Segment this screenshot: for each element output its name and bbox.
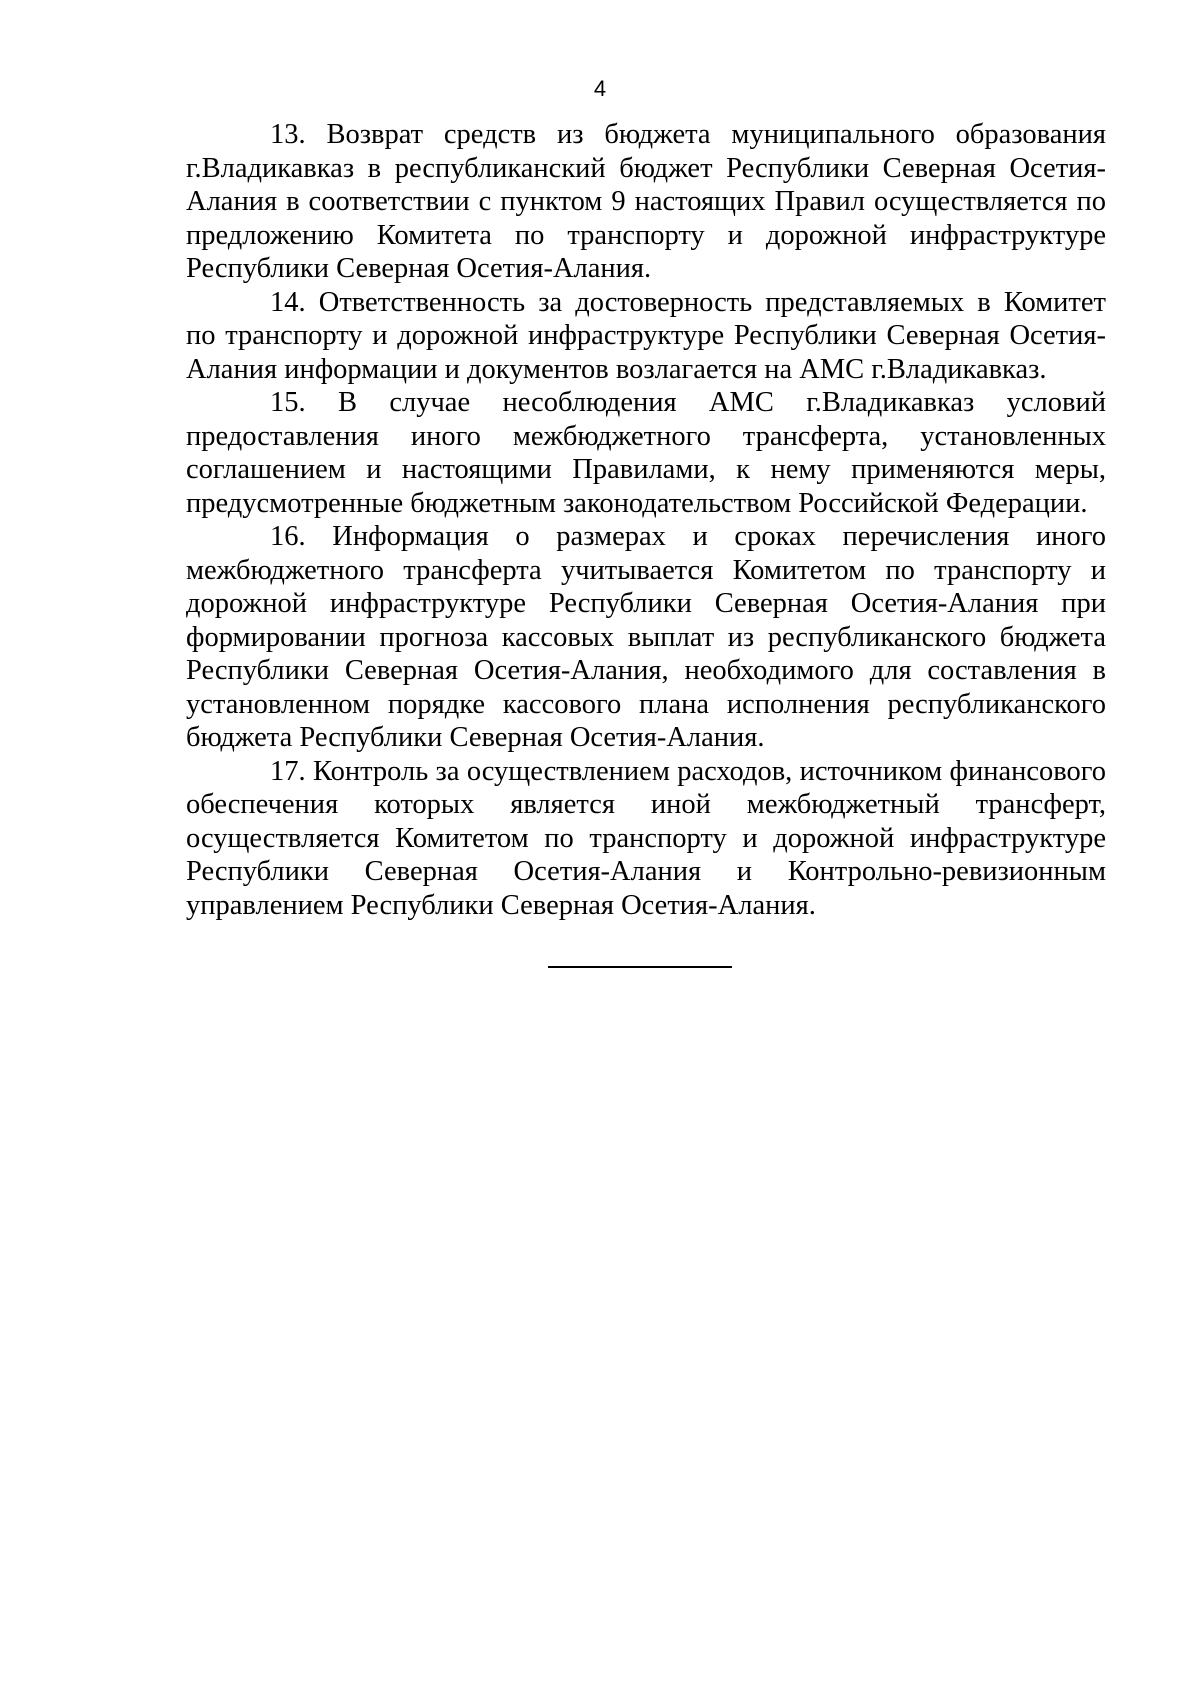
paragraph-17: 17. Контроль за осуществлением расходов, источником финансового обеспечения которых является иной межбюджетный трансферт, осуществляется Комитетом по транспорту и дорожной инфраструктуре Республики Северная Осетия-Алания и Контрольно-ревизионным управлением Республики Северная Осетия-Алания.	[186, 755, 1106, 921]
paragraph-15: 15. В случае несоблюдения АМС г.Владикавказ условий предоставления иного межбюджетного трансферта, установленных соглашением и настоящими Правилами, к нему применяются меры, предусмотренные бюджетным законодательством Российской Федерации.	[186, 387, 1106, 519]
document-body	[186, 118, 1106, 922]
page-number: 4	[593, 76, 607, 101]
paragraph-16: 16. Информация о размерах и сроках перечисления иного межбюджетного трансферта учитывается Комитетом по транспорту и дорожной инфраструктуре Республики Северная Осетия-Алания при формировании прогноза кассовых выплат из республиканского бюджета Республики Северная Осетия-Алания, необходимого для составления в установленном порядке кассового плана исполнения республиканского бюджета Республики Северная Осетия-Алания.	[186, 521, 1106, 753]
paragraph-13: 13. Возврат средств из бюджета муниципального образования г.Владикавказ в республиканский бюджет Республики Северная Осетия-Алания в соответствии с пунктом 9 настоящих Правил осуществляется по предложению Комитета по транспорту и дорожной инфраструктуре Республики Северная Осетия-Алания.	[186, 119, 1106, 284]
paragraph-14: 14. Ответственность за достоверность представляемых в Комитет по транспорту и дорожной инфраструктуре Республики Северная Осетия-Алания информации и документов возлагается на АМС г.Владикавказ.	[186, 286, 1106, 385]
end-of-document-rule	[548, 966, 732, 968]
